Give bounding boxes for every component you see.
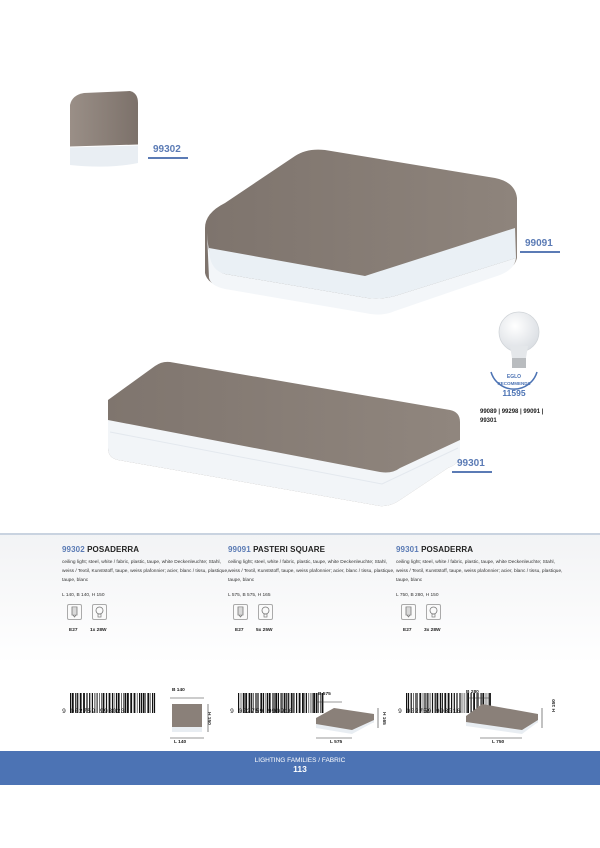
barcode-bar: [127, 693, 129, 713]
product-image-99301: [100, 360, 465, 510]
socket-icon: [67, 604, 82, 620]
product-column-99302: [62, 545, 232, 633]
socket-type: E27: [403, 628, 412, 633]
product-name: POSADERRA: [87, 545, 140, 554]
product-column-99301: [396, 545, 566, 633]
barcode-digits: 9 002759 993016: [398, 708, 462, 715]
bulb-icon: [426, 604, 441, 620]
barcode-bar: [296, 693, 297, 713]
product-code: 99091: [228, 545, 251, 554]
dimension-b: B 575: [318, 692, 331, 697]
barcode-bar: [299, 693, 301, 713]
product-dimensions: L 140, B 140, H 150: [62, 593, 105, 598]
wattage: 3x 28W: [424, 628, 441, 633]
product-code: 99301: [396, 545, 419, 554]
product-title: [396, 545, 566, 554]
product-name: POSADERRA: [421, 545, 474, 554]
recommend-brand: EGLO: [506, 374, 522, 380]
product-column-99091: [228, 545, 398, 633]
product-title: [228, 545, 398, 554]
product-title: [62, 545, 232, 554]
barcode-bar: [293, 693, 294, 713]
image-label-underline: [452, 471, 492, 473]
panel-divider: [0, 533, 600, 535]
spec-icons: [396, 604, 566, 633]
barcode-digits: 9 002759 990916: [230, 708, 294, 715]
product-code: 99302: [62, 545, 85, 554]
image-label-99301: 99301: [457, 458, 485, 469]
recommend-compatible: 99089 | 99298 | 99091 | 99301: [480, 409, 544, 424]
barcode-bar: [145, 693, 146, 713]
image-label-99091: 99091: [525, 238, 553, 249]
image-label-underline: [148, 157, 188, 159]
socket-icon: [233, 604, 248, 620]
barcode-bar: [154, 693, 155, 713]
barcode-bar: [305, 693, 306, 713]
bulb-icon: [258, 604, 273, 620]
bulb-icon: [92, 604, 107, 620]
product-dimensions: L 575, B 575, H 165: [228, 593, 271, 598]
product-description: ceiling light; steel, white / fabric, plastic, taupe, white Deckenleuchte; Stahl, weiss / Textil, Kunststoff, taupe, weiss plafonnier; acier, blanc / tissu, plastique, taupe, blanc: [62, 560, 229, 583]
dimension-l: L 750: [492, 740, 505, 745]
recommend-badge: [485, 366, 543, 406]
barcode-bar: [143, 693, 145, 713]
socket-type: E27: [235, 628, 244, 633]
barcode-bar: [302, 693, 304, 713]
dimension-h: H 150: [206, 712, 211, 725]
recommend-label: RECOMMENDS: [497, 381, 531, 386]
product-name: PASTERI SQUARE: [253, 545, 326, 554]
dimension-drawing-99091: [312, 696, 382, 742]
page-number: 113: [293, 764, 307, 774]
barcode-bar: [141, 693, 142, 713]
product-description: ceiling light; steel, white / fabric, plastic, taupe, white Deckenleuchte; Stahl, weiss / Textil, Kunststoff, taupe, weiss plafonnier; acier, blanc / tissu, plastique, taupe, blanc: [396, 560, 563, 583]
product-image-99302: [60, 85, 150, 175]
barcode-bar: [306, 693, 307, 713]
image-label-underline: [520, 251, 560, 253]
product-description: ceiling light; steel, white / fabric, plastic, taupe, white Deckenleuchte; Stahl, weiss / Textil, Kunststoff, taupe, weiss plafonnier; acier, blanc / tissu, plastique, taupe, blanc: [228, 560, 395, 583]
spec-icons: [62, 604, 232, 633]
dimension-drawing-99301: [460, 694, 544, 740]
barcode-bar: [152, 693, 153, 713]
dimension-l: L 140: [174, 740, 187, 745]
barcode-bar: [309, 693, 310, 713]
dimension-b: B 140: [172, 688, 185, 693]
wattage: 5x 25W: [256, 628, 273, 633]
barcode-bar: [137, 693, 138, 713]
wattage: 1x 28W: [90, 628, 107, 633]
dimension-h: H 150: [552, 699, 557, 712]
barcode-digits: 9 002759 993023: [62, 708, 126, 715]
spec-icons: [228, 604, 398, 633]
recommend-number: 11595: [502, 388, 526, 398]
dimension-b: B 280: [466, 690, 479, 695]
barcode-bar: [134, 693, 136, 713]
socket-icon: [401, 604, 416, 620]
barcode-bar: [139, 693, 140, 713]
image-label-99302: 99302: [153, 144, 181, 155]
barcode-bar: [150, 693, 151, 713]
product-dimensions: L 750, B 280, H 150: [396, 593, 439, 598]
product-image-99091: [195, 148, 525, 320]
barcode-bar: [147, 693, 149, 713]
bulb-image: [494, 308, 544, 370]
socket-type: E27: [69, 628, 78, 633]
dimension-l: L 575: [330, 740, 343, 745]
footer-section: LIGHTING FAMILIES / FABRIC: [254, 757, 346, 764]
barcode-bar: [130, 693, 132, 713]
dimension-h: H 165: [381, 712, 386, 725]
